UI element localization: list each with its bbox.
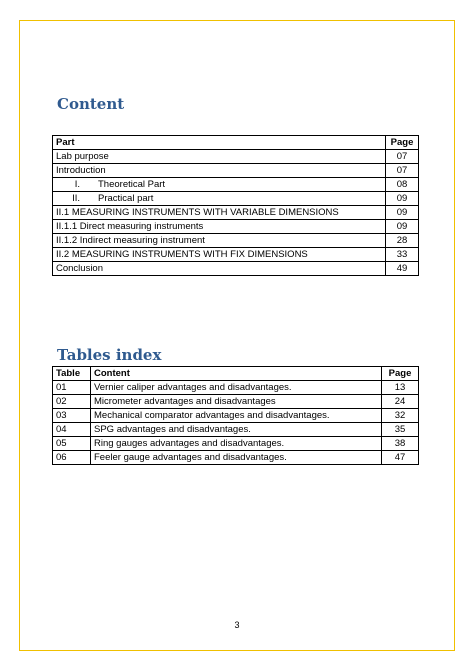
page-cell: 08	[386, 178, 419, 192]
page-cell: 07	[386, 164, 419, 178]
page-cell: 09	[386, 206, 419, 220]
part-cell: II.1.1 Direct measuring instruments	[53, 220, 386, 234]
roman-numeral: II.	[72, 193, 80, 204]
page-cell: 35	[382, 423, 419, 437]
table-row	[53, 451, 419, 465]
table-number-cell: 06	[53, 451, 91, 465]
page-cell: 24	[382, 395, 419, 409]
content-cell: Feeler gauge advantages and disadvantages.	[91, 451, 382, 465]
part-cell: II.2 MEASURING INSTRUMENTS WITH FIX DIMENSIONS	[53, 248, 386, 262]
page-number: 3	[234, 620, 240, 630]
table-row	[53, 423, 419, 437]
table-number-header: Table	[53, 367, 91, 381]
table-row	[53, 220, 419, 234]
table-number-cell: 03	[53, 409, 91, 423]
page-cell: 49	[386, 262, 419, 276]
page-cell: 09	[386, 220, 419, 234]
part-cell: Conclusion	[53, 262, 386, 276]
content-heading: Content	[57, 95, 125, 113]
content-cell: Micrometer advantages and disadvantages	[91, 395, 382, 409]
table-row	[53, 192, 419, 206]
page-cell: 13	[382, 381, 419, 395]
content-cell: Vernier caliper advantages and disadvantages.	[91, 381, 382, 395]
content-cell: Mechanical comparator advantages and disadvantages.	[91, 409, 382, 423]
part-label: Practical part	[98, 193, 154, 204]
table-row	[53, 164, 419, 178]
table-row	[53, 437, 419, 451]
table-row	[53, 234, 419, 248]
part-cell	[53, 192, 386, 206]
table-row	[53, 150, 419, 164]
content-cell: SPG advantages and disadvantages.	[91, 423, 382, 437]
page-header: Page	[382, 367, 419, 381]
roman-numeral: I.	[74, 179, 80, 190]
table-row	[53, 248, 419, 262]
page-cell: 09	[386, 192, 419, 206]
table-row	[53, 381, 419, 395]
table-row	[53, 409, 419, 423]
page-header: Page	[386, 136, 419, 150]
tables-index-heading: Tables index	[57, 346, 162, 364]
content-cell: Ring gauges advantages and disadvantages.	[91, 437, 382, 451]
table-number-cell: 02	[53, 395, 91, 409]
part-cell: Introduction	[53, 164, 386, 178]
page-border	[19, 20, 455, 651]
table-number-cell: 01	[53, 381, 91, 395]
part-cell: Lab purpose	[53, 150, 386, 164]
content-table	[52, 135, 419, 276]
part-cell	[53, 178, 386, 192]
part-header: Part	[53, 136, 386, 150]
table-number-cell: 04	[53, 423, 91, 437]
part-cell: II.1 MEASURING INSTRUMENTS WITH VARIABLE DIMENSIONS	[53, 206, 386, 220]
page-cell: 33	[386, 248, 419, 262]
content-header-row	[53, 136, 419, 150]
page-cell: 47	[382, 451, 419, 465]
table-row	[53, 206, 419, 220]
page-cell: 32	[382, 409, 419, 423]
table-row	[53, 262, 419, 276]
content-header: Content	[91, 367, 382, 381]
page-cell: 28	[386, 234, 419, 248]
table-row	[53, 395, 419, 409]
table-row	[53, 178, 419, 192]
table-number-cell: 05	[53, 437, 91, 451]
part-label: Theoretical Part	[98, 179, 166, 190]
page-cell: 38	[382, 437, 419, 451]
tables-header-row	[53, 367, 419, 381]
part-cell: II.1.2 Indirect measuring instrument	[53, 234, 386, 248]
page-cell: 07	[386, 150, 419, 164]
tables-index-table	[52, 366, 419, 465]
